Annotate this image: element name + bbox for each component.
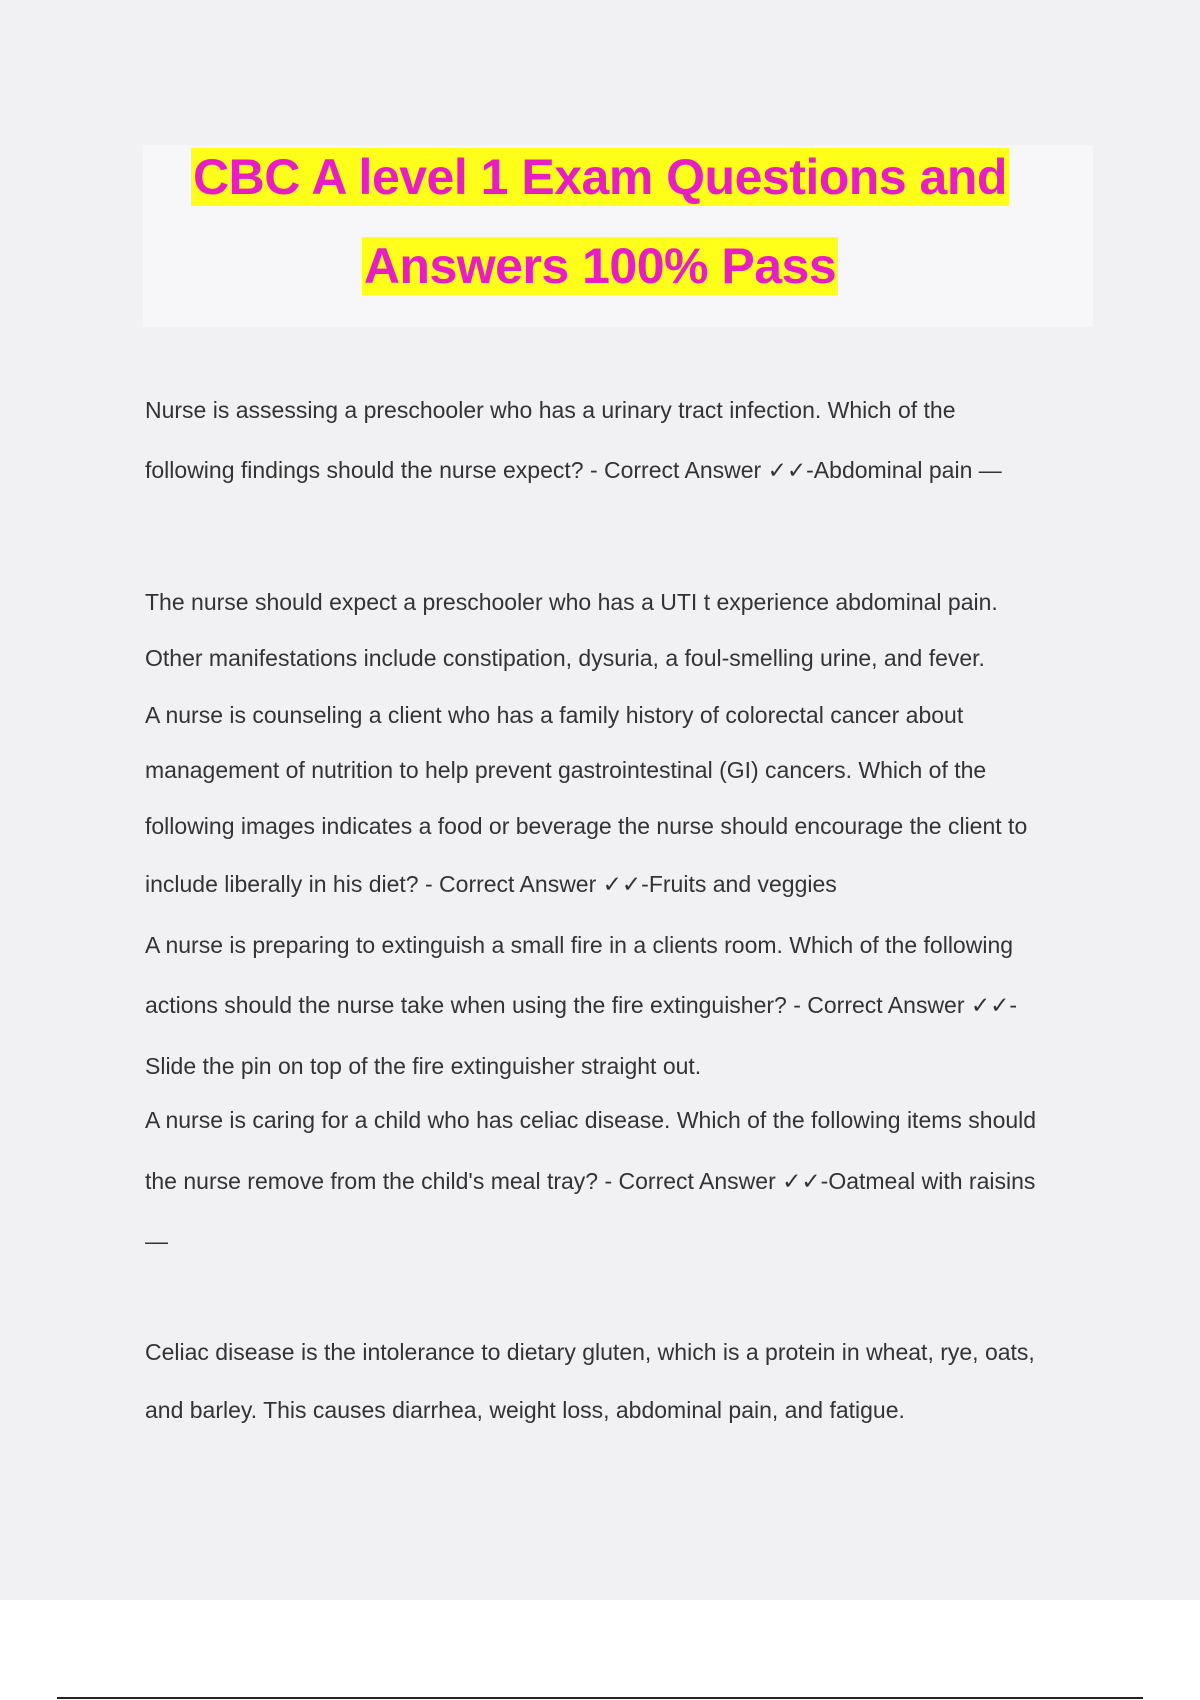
body-line: A nurse is caring for a child who has celiac disease. Which of the following items should (145, 1107, 1037, 1133)
body-line: Celiac disease is the intolerance to dietary gluten, which is a protein in wheat, rye, oats, (145, 1339, 1035, 1365)
body-line: actions should the nurse take when using the fire extinguisher? - Correct Answer ✓✓- (145, 992, 1018, 1018)
body-line: management of nutrition to help prevent gastrointestinal (GI) cancers. Which of the (145, 757, 987, 783)
body-line: The nurse should expect a preschooler who has a UTI t experience abdominal pain. (145, 589, 998, 615)
body-line: include liberally in his diet? - Correct Answer ✓✓-Fruits and veggies (145, 871, 837, 897)
body-line: the nurse remove from the child's meal tray? - Correct Answer ✓✓-Oatmeal with raisins (145, 1168, 1036, 1194)
body-line: Slide the pin on top of the fire extinguisher straight out. (145, 1053, 702, 1079)
body-line: and barley. This causes diarrhea, weight loss, abdominal pain, and fatigue. (145, 1397, 905, 1423)
body-line: Other manifestations include constipation, dysuria, a foul-smelling urine, and fever. (145, 645, 985, 671)
footer-divider (57, 1697, 1143, 1699)
document-title-line-1: CBC A level 1 Exam Questions and (193, 149, 1007, 205)
body-line: following images indicates a food or beverage the nurse should encourage the client to (145, 813, 1028, 839)
body-line: Nurse is assessing a preschooler who has a urinary tract infection. Which of the (145, 397, 956, 423)
body-line: A nurse is counseling a client who has a family history of colorectal cancer about (145, 702, 964, 728)
body-line: A nurse is preparing to extinguish a small fire in a clients room. Which of the following (145, 932, 1014, 958)
body-line: — (145, 1228, 168, 1254)
body-line: following findings should the nurse expect? - Correct Answer ✓✓-Abdominal pain — (145, 457, 1002, 483)
document-title-line-2: Answers 100% Pass (363, 238, 837, 294)
